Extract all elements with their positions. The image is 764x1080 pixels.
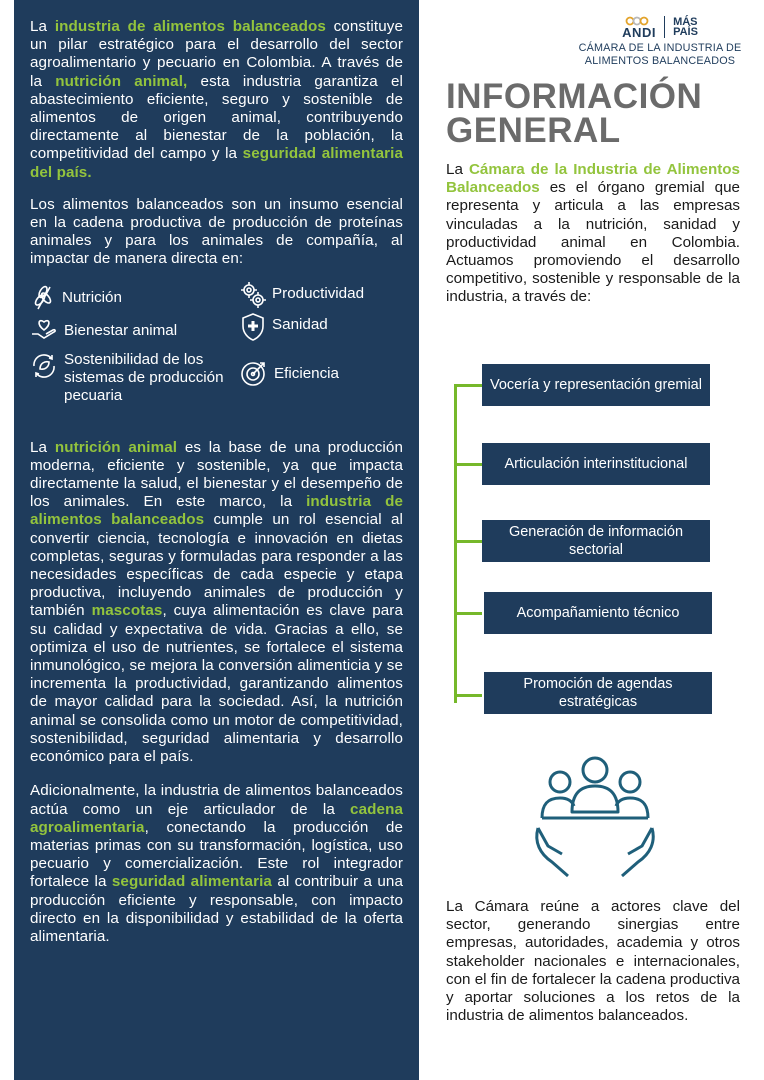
highlight-text: industria de alimentos balanceados [30, 493, 403, 529]
people-hands-icon [530, 750, 660, 880]
body-text: La [30, 438, 55, 456]
highlight-text: seguridad alimentaria del país. [30, 145, 403, 181]
page-title [446, 77, 756, 150]
camara-name-line: ALIMENTOS BALANCEADOS [584, 55, 736, 67]
impact-item-bienestar [30, 316, 230, 342]
gears-icon [240, 279, 266, 309]
andi-logo [570, 14, 750, 68]
highlight-text: nutrición animal, [55, 72, 188, 90]
heart-hand-icon [30, 316, 58, 342]
tree-branch [454, 694, 482, 697]
chain-paragraph [30, 782, 403, 946]
pais-word: PAÍS [673, 26, 698, 38]
andi-wordmark: ANDI [622, 24, 656, 40]
page-title-line: GENERAL [446, 111, 621, 150]
impact-paragraph: Los alimentos balanceados son un insumo esencial en la cadena productiva de producción de proteínas animales y para los animales de compañía, al impactar de manera directa en: [30, 195, 403, 268]
body-text: La [30, 18, 55, 35]
body-text: es el órgano gremial que representa y articula a las empresas vinculadas a la nutrición, sanidad y productividad animal en Colombia. Actuamos promoviendo el desarrollo competitivo, sostenible y responsable de la industria, a través de: [446, 179, 740, 306]
impact-label: Eficiencia [274, 364, 339, 382]
body-text: esta industria garantiza el abastecimiento eficiente, seguro y sostenible de alimentos de origen animal, contribuyendo directamente al bienestar de la población, la competitividad del campo y la [30, 72, 403, 163]
wheat-icon [30, 283, 56, 311]
highlight-text: mascotas [91, 602, 163, 620]
impact-label: Sostenibilidad de los sistemas de producción pecuaria [64, 350, 224, 404]
body-text: La [446, 161, 469, 178]
body-text: , cuya alimentación es clave para su calidad y expectativa de vida. Gracias a ello, se optimiza el uso de nutrientes, se fortalece el sistema inmunológico, se mejora la conversión alimenticia y se incrementa la productividad, garantizando alimentos de mayor calidad para la sociedad. Así, la nutrición animal se consolida como un motor de competitividad, sostenibilidad, seguridad alimentaria y desarrollo económico para el país. [30, 602, 403, 766]
impact-item-eficiencia [240, 359, 410, 387]
highlight-text: cadena agroalimentaria [30, 800, 403, 836]
tree-item-agendas: Promoción de agendas estratégicas [484, 672, 712, 714]
impact-icon-grid [30, 279, 403, 429]
tree-branch [454, 463, 482, 466]
tree-trunk [454, 385, 457, 703]
tree-item-articulacion: Articulación interinstitucional [482, 443, 710, 485]
page-title-line: INFORMACIÓN [446, 77, 703, 116]
body-text: , conectando la producción de materias primas con su transformación, logística, uso pecuario y comercialización. Este rol integrador fortalece la [30, 818, 403, 891]
impact-label: Nutrición [62, 288, 122, 306]
mas-word: MÁS [673, 16, 698, 28]
highlight-text: Cámara de la Industria de Alimentos Balanceados [446, 161, 740, 197]
highlight-text: nutrición animal [54, 438, 178, 456]
andi-rings-icon [622, 16, 656, 26]
impact-item-sanidad [240, 312, 410, 342]
tree-item-informacion: Generación de información sectorial [482, 520, 710, 562]
camara-intro-paragraph [446, 161, 740, 307]
leaf-cycle-icon [30, 351, 58, 381]
body-text: al contribuir a una producción eficiente y responsable, con impacto directo en la disponibilidad y estabilidad de la oferta alimentaria. [30, 873, 404, 945]
tree-branch [454, 540, 482, 543]
body-text: cumple un rol esencial al convertir ciencia, tecnología e innovación en dietas completas, seguras y formuladas para responder a las necesidades específicas de cada especie y etapa productiva, incluyendo animales de producción y también [30, 511, 403, 620]
shield-cross-icon [240, 312, 266, 342]
impact-label: Bienestar animal [64, 321, 178, 339]
left-info-panel [14, 0, 419, 1080]
impact-item-sostenibilidad [30, 351, 240, 405]
impact-label: Productividad [272, 284, 365, 302]
tree-branch [454, 384, 482, 387]
intro-paragraph [30, 18, 403, 182]
body-text: constituye un pilar estratégico para el desarrollo del sector agroalimentario y pecuario en Colombia. A través de la [30, 18, 403, 90]
nutrition-paragraph [30, 439, 403, 767]
body-text: Adicionalmente, la industria de alimentos balanceados actúa como un eje articulador de la [30, 782, 403, 818]
camara-name [570, 42, 750, 68]
tree-item-acompanamiento: Acompañamiento técnico [484, 592, 712, 634]
tree-item-voceria: Vocería y representación gremial [482, 364, 710, 406]
tree-branch [454, 612, 482, 615]
activities-tree [446, 364, 736, 724]
camara-name-line: CÁMARA DE LA INDUSTRIA DE [578, 42, 742, 54]
target-icon [240, 359, 268, 387]
body-text: es la base de una producción moderna, eficiente y sostenible, ya que impacta directamente la salud, el bienestar y el desempeño de los animales. En este marco, la [30, 438, 403, 511]
impact-item-productividad [240, 279, 410, 309]
impact-label: Sanidad [272, 315, 328, 333]
impact-item-nutricion [30, 283, 230, 311]
closing-paragraph: La Cámara reúne a actores clave del sector, generando sinergias entre empresas, autoridades, academia y otros stakeholder nacionales e internacionales, con el fin de fortalecer la cadena productiva y aportar soluciones a los retos de la industria de alimentos balanceados. [446, 898, 740, 1025]
highlight-text: industria de alimentos balanceados [54, 18, 326, 35]
highlight-text: seguridad alimentaria [111, 873, 272, 891]
